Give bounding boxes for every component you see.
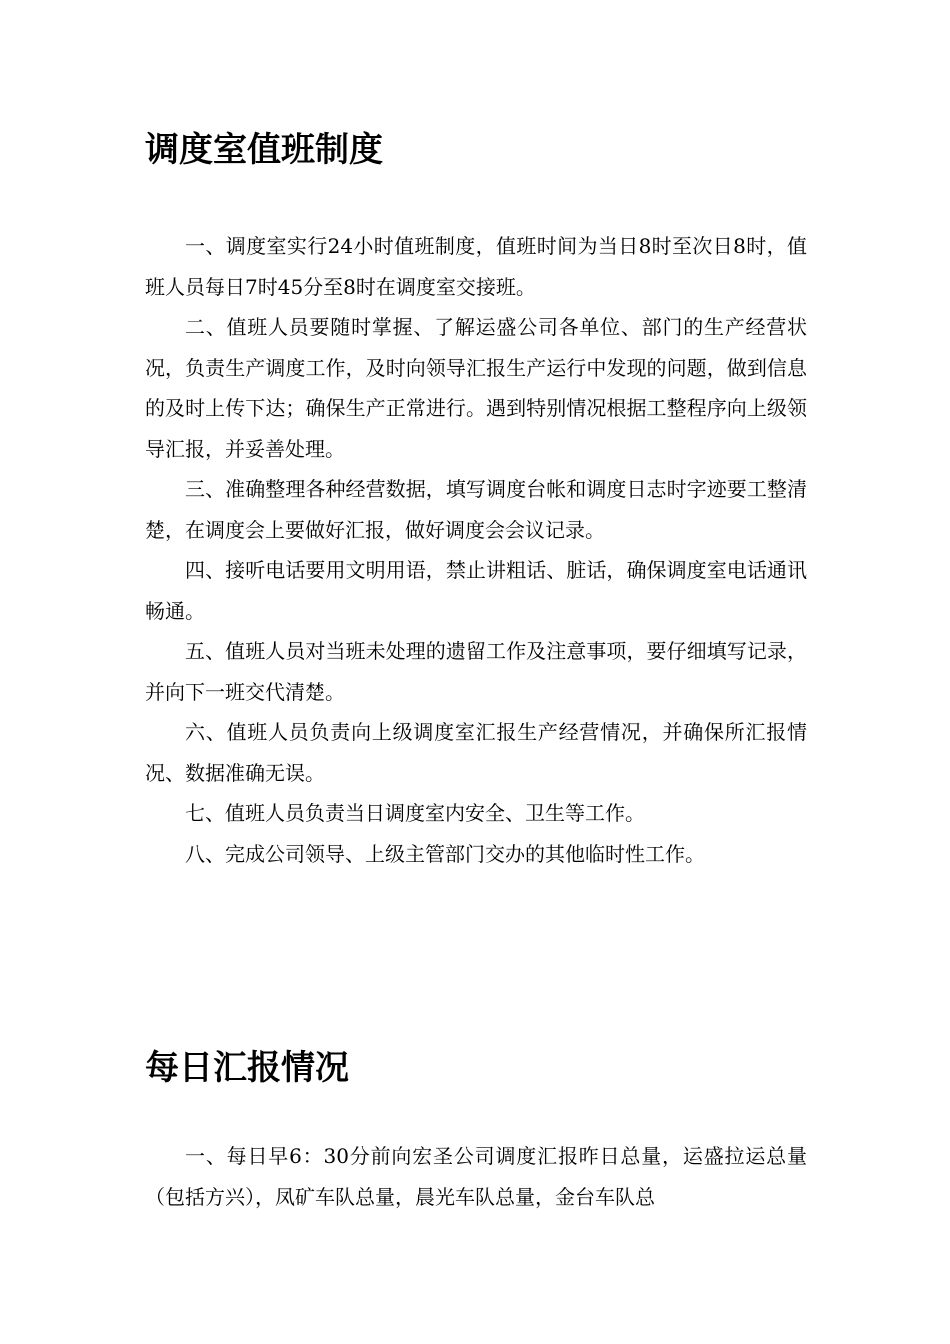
- paragraph-1: 一、调度室实行24小时值班制度，值班时间为当日8时至次日8时，值班人员每日7时45分至8时在调度室交接班。: [145, 234, 807, 299]
- section-duty-system-body: [145, 226, 807, 874]
- paragraph-6: 六、值班人员负责向上级调度室汇报生产经营情况，并确保所汇报情况、数据准确无误。: [145, 720, 807, 785]
- paragraph-2: 二、值班人员要随时掌握、了解运盛公司各单位、部门的生产经营状况，负责生产调度工作，及时向领导汇报生产运行中发现的问题，做到信息的及时上传下达；确保生产正常进行。遇到特别情况根据工整程序向上级领导汇报，并妥善处理。: [145, 315, 807, 461]
- section-title-duty-system: 调度室值班制度: [145, 130, 383, 170]
- paragraph-8: 八、完成公司领导、上级主管部门交办的其他临时性工作。: [185, 841, 705, 866]
- section-daily-report-body: [145, 1136, 807, 1217]
- paragraph-3: 三、准确整理各种经营数据，填写调度台帐和调度日志时字迹要工整清楚，在调度会上要做好汇报，做好调度会会议记录。: [145, 477, 807, 542]
- paragraph-7: 七、值班人员负责当日调度室内安全、卫生等工作。: [185, 801, 645, 825]
- paragraph-5: 五、值班人员对当班未处理的遗留工作及注意事项，要仔细填写记录，并向下一班交代清楚。: [145, 639, 807, 704]
- paragraph-daily-1: 一、每日早6：30分前向宏圣公司调度汇报昨日总量，运盛拉运总量（包括方兴），凤矿车队总量，晨光车队总量，金台车队总: [145, 1144, 807, 1209]
- paragraph-4: 四、接听电话要用文明用语，禁止讲粗话、脏话，确保调度室电话通讯畅通。: [145, 558, 807, 623]
- section-title-daily-report: 每日汇报情况: [145, 1048, 349, 1088]
